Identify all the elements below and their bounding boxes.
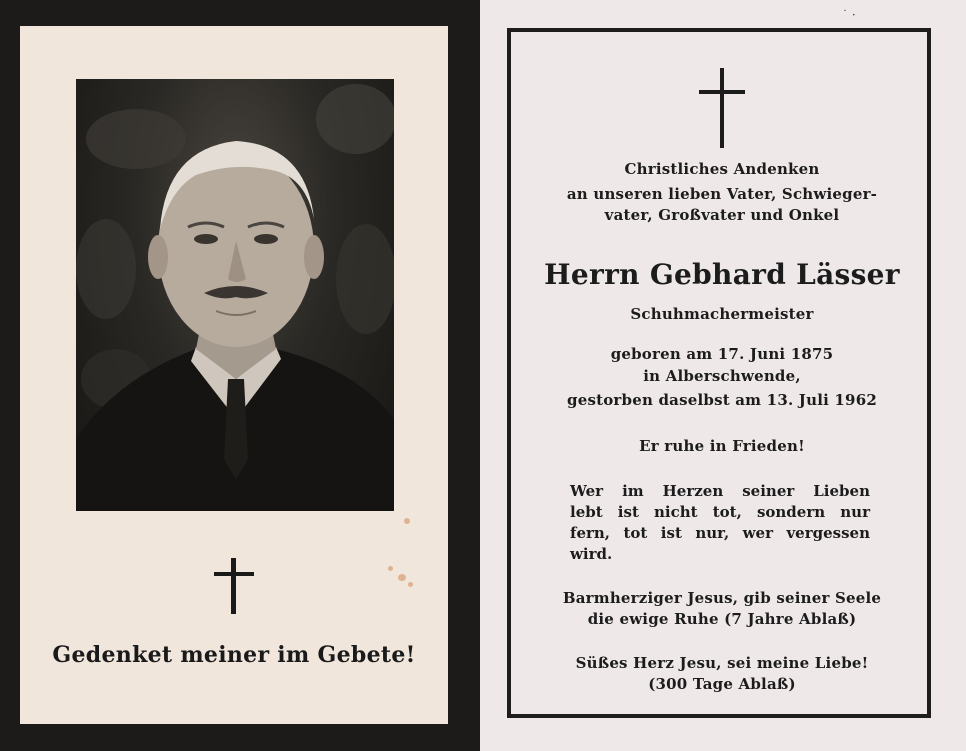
death-line: gestorben daselbst am 13. Juli 1962 <box>567 391 877 409</box>
ink-marks: ˙ · <box>842 8 856 22</box>
dedication-line: an unseren lieben Vater, Schwieger- <box>566 185 878 203</box>
motto-text: Gedenket meiner im Gebete! <box>52 642 416 668</box>
heading: Christliches Andenken <box>624 160 820 178</box>
deceased-name: Herrn Gebhard Lässer <box>544 258 900 291</box>
profession: Schuhmachermeister <box>630 305 814 323</box>
prayer-line: die ewige Ruhe (7 Jahre Ablaß) <box>587 610 857 628</box>
dedication-line: vater, Großvater und Onkel <box>604 206 840 224</box>
cross-icon <box>214 558 254 614</box>
place-line: in Alberschwende, <box>643 367 801 385</box>
birth-line: geboren am 17. Juni 1875 <box>610 345 834 363</box>
prayer-line: Barmherziger Jesus, gib seiner Seele <box>562 589 882 607</box>
verse-line: lebt ist nicht tot, sondern nur <box>570 503 870 521</box>
paper-stain <box>388 566 393 571</box>
closing-line: Süßes Herz Jesu, sei meine Liebe! <box>575 654 869 672</box>
closing-line: (300 Tage Ablaß) <box>648 675 796 693</box>
memorial-card-front <box>20 26 448 724</box>
portrait-photo <box>76 79 394 511</box>
verse-line: fern, tot ist nur, wer vergessen <box>570 524 870 542</box>
paper-stain <box>408 582 413 587</box>
paper-stain <box>398 574 406 581</box>
portrait-illustration <box>76 79 394 511</box>
memorial-card-back <box>480 0 966 751</box>
cross-icon <box>699 68 745 148</box>
paper-stain <box>404 518 410 524</box>
verse-line: wird. <box>570 545 613 563</box>
rest-in-peace: Er ruhe in Frieden! <box>639 437 805 455</box>
verse-line: Wer im Herzen seiner Lieben <box>570 482 870 500</box>
